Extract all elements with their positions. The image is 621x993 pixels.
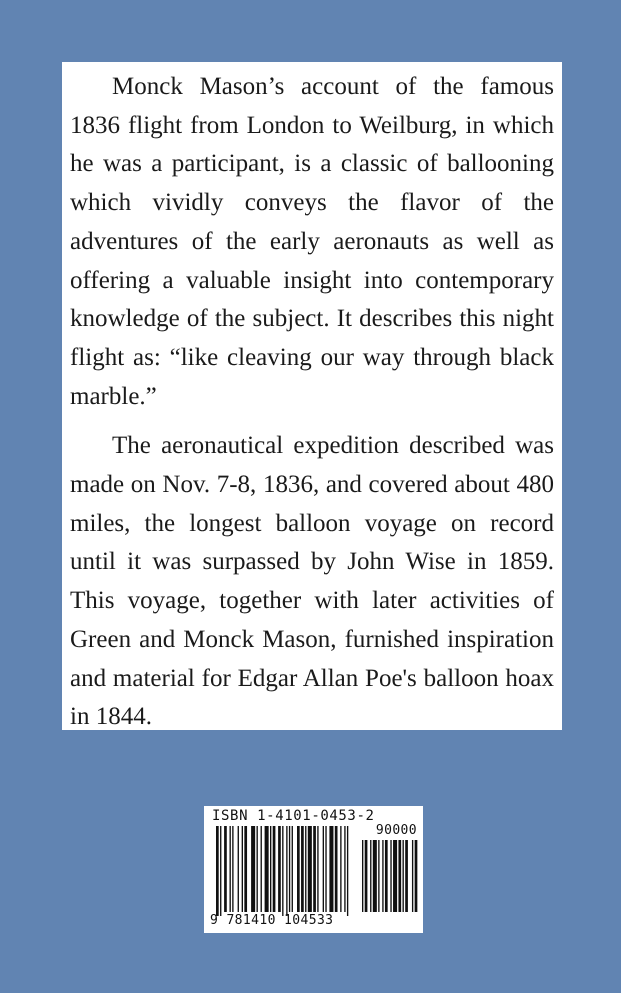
price-code: 90000	[375, 823, 417, 838]
barcode-addon-bar	[415, 840, 418, 912]
barcode-bar	[305, 826, 306, 912]
barcode-bar	[224, 826, 227, 912]
barcode-bar	[242, 826, 243, 912]
isbn-label: ISBN 1-4101-0453-2	[212, 808, 375, 824]
barcode-bar	[325, 826, 326, 912]
barcode-addon-bar	[378, 840, 379, 912]
barcode-addon-bar	[390, 840, 391, 912]
barcode-addon-bar	[398, 840, 401, 912]
barcode-addon-bar	[362, 840, 363, 912]
barcode-addon-bar	[385, 840, 388, 912]
barcode-bar	[329, 826, 333, 912]
barcode-bar	[317, 826, 318, 912]
isbn-barcode	[204, 806, 423, 933]
barcode-bar	[289, 826, 290, 912]
barcode-bar	[238, 826, 239, 912]
barcode-bar	[344, 826, 345, 912]
ean-digits: 9 781410 104533	[210, 913, 334, 928]
barcode-addon-bar	[412, 840, 413, 912]
barcode-bar	[273, 826, 276, 912]
blurb-paragraph-2: The aeronautical expedition described was made on Nov. 7-8, 1836, and covered about 480 miles, the longest balloon voyage on record until it was surpassed by John Wise in 1859. This voyage, together with later activities of Green and Monck Mason, furnished inspiration and material for Edgar Allan Poe's balloon hoax in 1844.	[70, 432, 554, 731]
barcode-addon-bar	[365, 840, 368, 912]
barcode-bar	[261, 826, 262, 912]
barcode-bar	[257, 826, 258, 912]
barcode-bar	[313, 826, 316, 912]
blurb-paragraph-1: Monck Mason’s account of the famous 1836 flight from London to Weilburg, in which he was a participant, is a classic of ballooning which vividly conveys the flavor of the adventures of the early aeronauts as well as offering a valuable insight into contemporary knowledge of the subject. It describes this night flight as: “like cleaving our way through black marble.”	[70, 73, 554, 410]
barcode-bar	[301, 826, 304, 912]
barcode-bar	[308, 826, 312, 912]
barcode-bar	[270, 826, 271, 912]
barcode-addon-bar	[370, 840, 371, 912]
barcode-bar	[340, 826, 341, 912]
barcode-bar	[220, 826, 221, 916]
barcode-bar	[244, 826, 247, 912]
barcode-bar	[282, 826, 283, 916]
barcode-bar	[251, 826, 255, 912]
barcode-addon-bar	[393, 840, 397, 912]
barcode-bar	[347, 826, 348, 916]
barcode-bar	[335, 826, 338, 912]
barcode-bar	[265, 826, 269, 912]
barcode-bar	[230, 826, 231, 912]
barcode-bar	[297, 826, 300, 912]
back-cover-blurb	[62, 62, 562, 730]
barcode-addon-bar	[382, 840, 383, 912]
barcode-addon-bar	[403, 840, 404, 912]
barcode-bar	[278, 826, 281, 912]
barcode-addon-bar	[373, 840, 377, 912]
barcode-bar	[323, 826, 324, 912]
barcode-addon-bar	[405, 840, 408, 912]
barcode-bar	[232, 826, 233, 912]
barcode-bar	[292, 826, 293, 912]
barcode-bar	[286, 826, 287, 916]
barcode-bar	[216, 826, 219, 916]
